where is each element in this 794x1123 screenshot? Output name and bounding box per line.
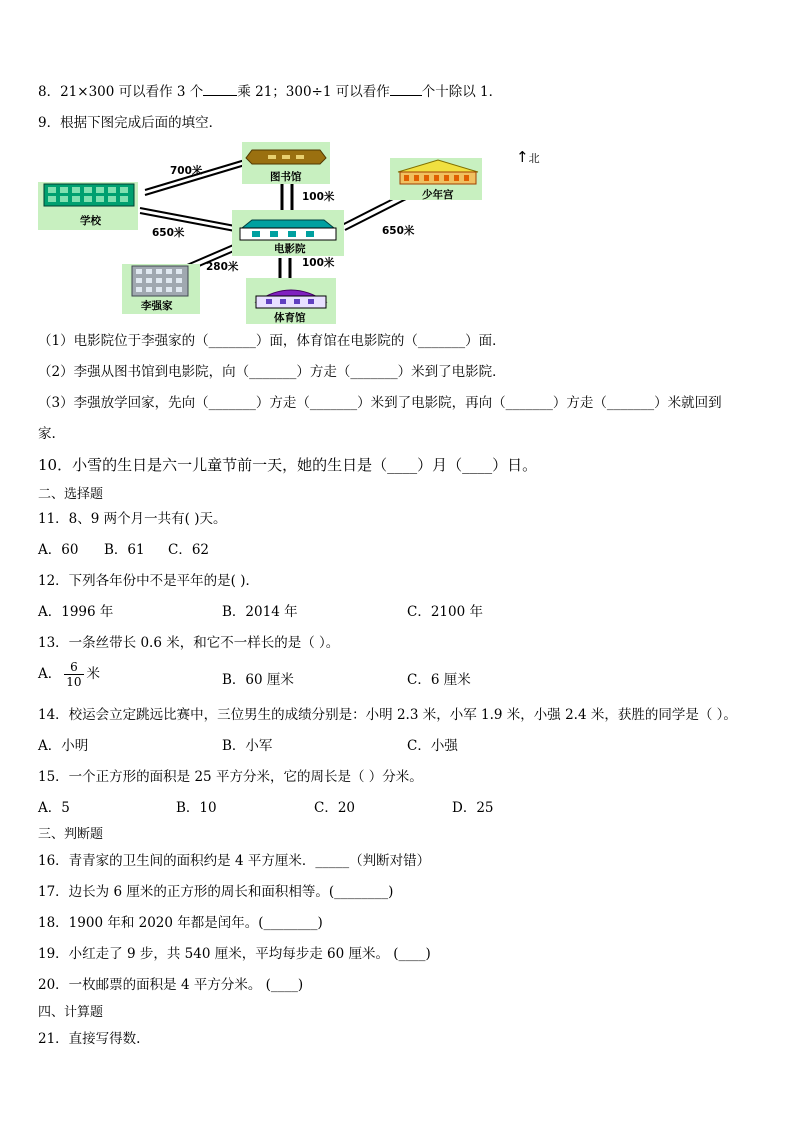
q11-option-b[interactable]: B．61 (104, 542, 145, 558)
question-9-part-3-cont: 家. (38, 426, 56, 442)
question-9-part-2: （2）李强从图书馆到电影院，向（_______）方走（_______）米到了电影院． (38, 364, 506, 380)
q8-text-b: 乘 21；300÷1 可以看作 (237, 84, 390, 100)
section-3-heading: 三、判断题 (38, 827, 104, 842)
q8-text-c: 个十除以 1． (421, 84, 503, 100)
cinema-building (232, 210, 344, 256)
library-label: 图书馆 (270, 171, 302, 183)
q8-text-a: 8．21×300 可以看作 3 个 (38, 84, 204, 100)
question-16: 16．青青家的卫生间的面积约是 4 平方厘米．_____（判断对错） (38, 853, 431, 869)
distance-palace-cinema: 650米 (382, 225, 415, 237)
school-label: 学校 (80, 215, 101, 227)
question-18: 18．1900 年和 2020 年都是闰年。(________) (38, 915, 323, 931)
question-19: 19．小红走了 9 步，共 540 厘米，平均每步走 60 厘米。 (____) (38, 946, 431, 962)
north-arrow-icon: ↑ (516, 148, 529, 166)
q13-option-a-prefix: A． (38, 666, 62, 682)
north-indicator (516, 148, 540, 166)
q12-option-c[interactable]: C．2100 年 (407, 604, 483, 620)
question-15: 15．一个正方形的面积是 25 平方分米，它的周长是（ ）分米。 (38, 769, 423, 785)
section-2-heading: 二、选择题 (38, 487, 104, 502)
school-building (38, 182, 138, 230)
question-20: 20．一枚邮票的面积是 4 平方分米。 (____) (38, 977, 304, 993)
distance-home-cinema: 280米 (206, 261, 239, 273)
library-building (242, 142, 330, 184)
q15-option-b[interactable]: B．10 (176, 800, 217, 816)
distance-library-cinema: 100米 (302, 191, 335, 203)
question-12: 12．下列各年份中不是平年的是( )． (38, 573, 260, 589)
q13-option-b[interactable]: B．60 厘米 (222, 672, 294, 688)
distance-school-cinema: 650米 (152, 227, 185, 239)
q14-option-b[interactable]: B．小军 (222, 738, 273, 754)
q13-option-c[interactable]: C．6 厘米 (407, 672, 471, 688)
q11-option-c[interactable]: C．62 (168, 542, 210, 558)
q15-option-c[interactable]: C．20 (314, 800, 356, 816)
direction-map (30, 138, 550, 328)
palace-building (390, 158, 482, 201)
question-21: 21．直接写得数. (38, 1031, 141, 1047)
palace-label: 少年宫 (422, 189, 454, 201)
north-label: 北 (528, 152, 540, 165)
q15-option-d[interactable]: D．25 (452, 800, 494, 816)
home-label: 李强家 (141, 300, 173, 312)
question-9-title: 9．根据下图完成后面的填空． (38, 115, 223, 131)
question-11: 11．8、9 两个月一共有( )天。 (38, 511, 227, 527)
q8-blank-2 (390, 82, 422, 96)
question-10: 10．小雪的生日是六一儿童节前一天，她的生日是（____）月（____）日。 (38, 456, 538, 474)
section-4-heading: 四、计算题 (38, 1005, 104, 1020)
question-17: 17．边长为 6 厘米的正方形的周长和面积相等。(________) (38, 884, 394, 900)
cinema-label: 电影院 (274, 243, 306, 255)
q12-option-b[interactable]: B．2014 年 (222, 604, 298, 620)
q8-blank-1 (203, 82, 237, 96)
q11-option-a[interactable]: A．60 (38, 542, 79, 558)
q13-option-a[interactable] (38, 660, 100, 689)
gym-label: 体育馆 (274, 312, 306, 324)
question-8 (38, 82, 502, 101)
distance-school-library: 700米 (170, 165, 203, 177)
fraction-denominator: 10 (66, 675, 82, 689)
question-9-part-1: （1）电影院位于李强家的（_______）面，体育馆在电影院的（_______）面． (38, 333, 506, 349)
road-school-cinema (140, 208, 235, 226)
q13-fraction (64, 660, 83, 689)
question-9-part-3: （3）李强放学回家，先向（_______）方走（_______）米到了电影院，再向（_______）方走（_______）米就回到 (38, 395, 722, 411)
question-13: 13．一条丝带长 0.6 米，和它不一样长的是（ ）。 (38, 635, 340, 651)
fraction-numerator: 6 (64, 660, 83, 675)
q14-option-c[interactable]: C．小强 (407, 738, 458, 754)
gym-building (246, 278, 336, 324)
q15-option-a[interactable]: A．5 (38, 800, 70, 816)
home-building (122, 264, 200, 314)
question-14: 14．校运会立定跳远比赛中，三位男生的成绩分别是：小明 2.3 米，小军 1.9 米，小强 2.4 米，获胜的同学是（ ）。 (38, 707, 737, 723)
q14-option-a[interactable]: A．小明 (38, 738, 89, 754)
q13-option-a-unit: 米 (86, 666, 101, 682)
distance-cinema-gym: 100米 (302, 257, 335, 269)
q12-option-a[interactable]: A．1996 年 (38, 604, 114, 620)
